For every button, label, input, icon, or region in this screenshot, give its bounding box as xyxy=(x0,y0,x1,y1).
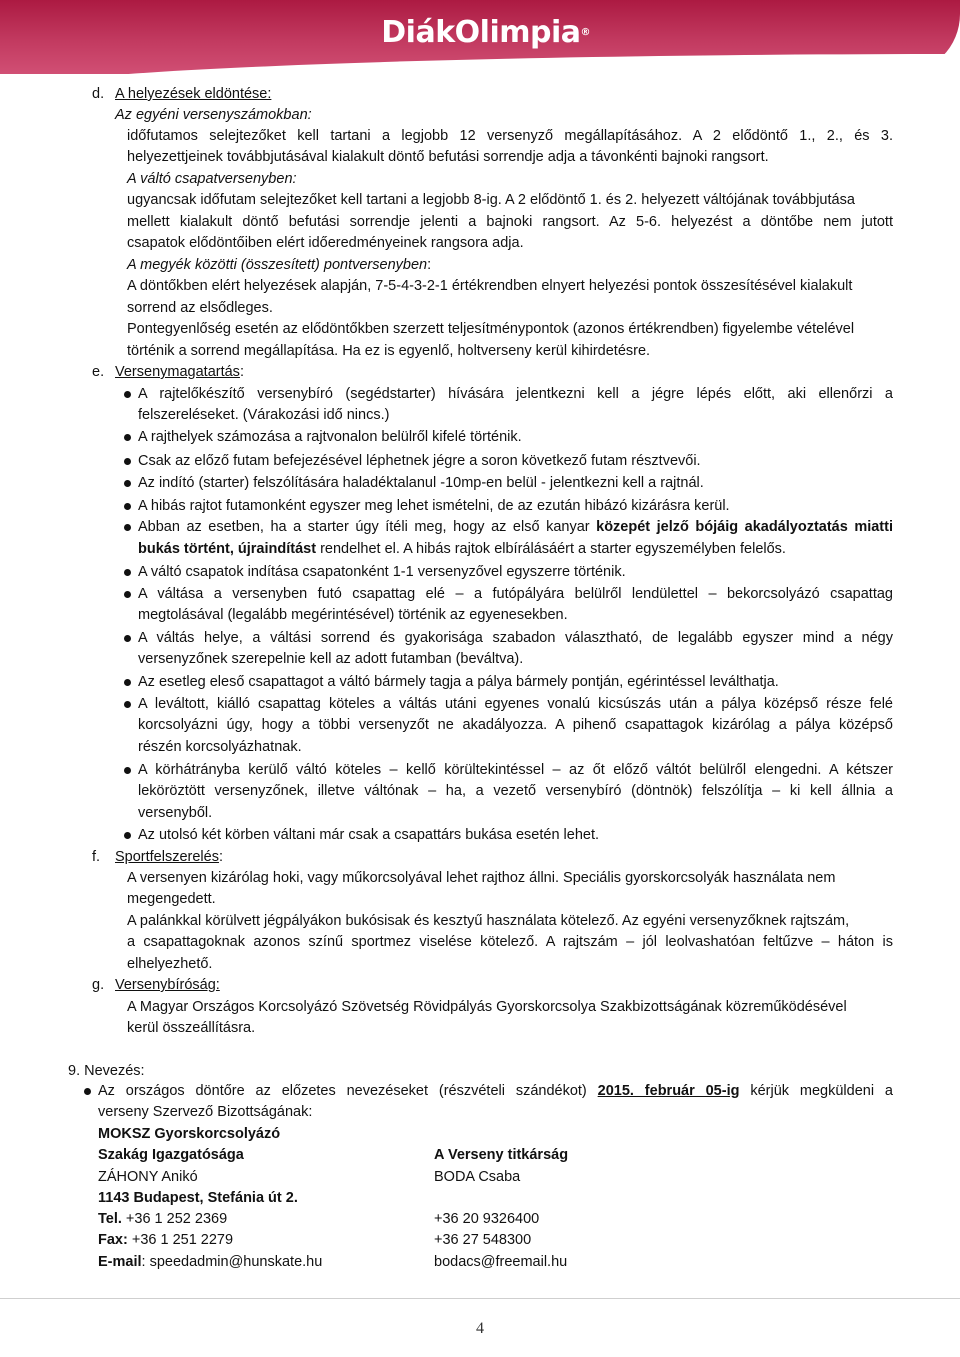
bullet-item: Abban az esetben, ha a starter úgy ítéli meg, hogy az első kanyar közepét jelző bójáig akadályoztatás miatti xyxy=(138,517,893,539)
contact-right-phone: +36 20 9326400 xyxy=(434,1211,540,1227)
paragraph-line: A Magyar Országos Korcsolyázó Szövetség Rövidpályás Gyorskorcsolya Szakbizottságának közreműködésével xyxy=(127,999,847,1015)
paragraph-line: helyezettjeinek továbbjutásával kialakult döntő befutási sorrendje adja a távonkénti bajnoki rangsort. xyxy=(127,149,769,165)
paragraph-line: ugyancsak időfutam selejtezőket kell tartani a legjobb 8-ig. A 2 elődöntő 1. és 2. helyezett váltójának továbbjutása xyxy=(127,192,855,208)
section-marker: d. xyxy=(92,86,105,102)
bullet-item: A váltás helye, a váltási sorrend és gyakorisága szabadon választható, de legalább egyszer mind a négy xyxy=(138,628,893,650)
bullet-item: Az országos döntőre az előzetes nevezéseket (részvételi szándékot) 2015. február 05-ig kérjük megküldeni a xyxy=(98,1081,893,1103)
paragraph-line: verseny Szervező Bizottságának: xyxy=(98,1104,313,1120)
diakolimpia-logo: DiákOlimpia® xyxy=(381,15,590,50)
contact-left-name: ZÁHONY Anikó xyxy=(98,1169,198,1185)
contact-left-email: E-mail: speedadmin@hunskate.hu xyxy=(98,1254,323,1270)
paragraph-line: elhelyezhető. xyxy=(127,956,213,972)
paragraph-line: kerül összeállításra. xyxy=(127,1020,256,1036)
bullet-item-continuation: felszereléseket. (Várakozási idő nincs.) xyxy=(138,407,390,423)
footer-divider xyxy=(0,1298,960,1299)
paragraph-line: A versenyen kizárólag hoki, vagy műkorcsolyával lehet rajthoz állni. Speciális gyorskorcsolyák használata nem xyxy=(127,870,836,886)
paragraph-line: sorrend az elsődleges. xyxy=(127,300,273,316)
paragraph-line: a csapattagoknak azonos színű sportmez viselése kötelező. A rajtszám – jól leolvashatóan feltűzve – háton is xyxy=(127,934,893,950)
bullet-item: Az utolsó két körben váltani már csak a csapattárs bukása esetén lehet. xyxy=(138,825,599,847)
bullet-item: Csak az előző futam befejezésével léphetnek jégre a soron következő futam résztvevői. xyxy=(138,451,701,473)
section-title: Versenymagatartás: xyxy=(115,364,244,380)
paragraph-line: időfutamos selejtezőket kell tartani a legjobb 12 versenyző megállapításához. A 2 elődöntő 1., 2., és 3. xyxy=(127,128,893,144)
bullet-item: A rajtelőkészítő versenybíró (segédstarter) hívására jelentkezni kell a jégre lépés előtt, aki ellenőrzi a xyxy=(138,384,893,406)
bullet-item-continuation: leköröztött versenyzőnek, illetve váltónak – ha, a vezető versenybíró (döntnök) felszólítja – ki kell állnia a xyxy=(138,783,893,799)
contact-right-title: A Verseny titkárság xyxy=(434,1147,569,1163)
paragraph-line: mellett kialakult döntő befutási sorrendje jelenti a bajnoki rangsort. Az 5-6. helyezést a döntőbe nem jutott xyxy=(127,214,893,230)
section-title: Versenybíróság: xyxy=(115,977,220,993)
page-number: 4 xyxy=(476,1320,484,1337)
bullet-item: A hibás rajtot futamonként egyszer meg lehet ismételni, de az ezután hibázó kizárásra kerül. xyxy=(138,496,730,518)
subsection-label: A váltó csapatversenyben: xyxy=(127,171,297,187)
bullet-item: A körhátrányba kerülő váltó köteles – kellő körültekintéssel – az őt előző váltót belülről elengedni. A kétszer xyxy=(138,760,893,782)
subsection-label: A megyék közötti (összesített) pontversenyben: xyxy=(127,257,432,273)
contact-right-name: BODA Csaba xyxy=(434,1169,521,1185)
bullet-item-continuation: részén korcsolyázhatnak. xyxy=(138,739,302,755)
bullet-item: A rajthelyek számozása a rajtvonalon belülről kifelé történik. xyxy=(138,427,522,449)
section-marker: g. xyxy=(92,977,105,993)
contact-left-fax: Fax: +36 1 251 2279 xyxy=(98,1232,234,1248)
bullet-item-continuation: versenyből. xyxy=(138,805,213,821)
bullet-item: A leváltott, kiálló csapattag köteles a váltás utáni egyenes vonalú kicsúszás után a pálya középső része felé xyxy=(138,694,893,716)
section-title: A helyezések eldöntése: xyxy=(115,86,272,102)
bullet-item: A váltó csapatok indítása csapatonként 1-1 versenyzővel egyszerre történik. xyxy=(138,562,626,584)
subsection-label: Az egyéni versenyszámokban: xyxy=(115,107,312,123)
section-title: Sportfelszerelés: xyxy=(115,849,223,865)
bullet-item-continuation: megtolásával (legalább megérintésével) történik az egyenesekben. xyxy=(138,607,568,623)
contact-right-email: bodacs@freemail.hu xyxy=(434,1254,568,1270)
paragraph-line: Pontegyenlőség esetén az elődöntőkben szerzett teljesítménypontok (azonos értékrendben) figyelembe vételével xyxy=(127,321,855,337)
bullet-item: A váltása a versenyben futó csapattag elé – a futópályára belülről lendülettel – bekorcsolyázó csapattag xyxy=(138,584,893,606)
bullet-item-continuation: versenyzőnek szerepelnie kell az adott futamban (beváltva). xyxy=(138,651,524,667)
bullet-item-continuation: korcsolyázni úgy, hogy a többi versenyzőt ne akadályozza. A pihenő csapattagok kizárólag a pálya középső xyxy=(138,717,893,733)
contact-left-title: Szakág Igazgatósága xyxy=(98,1147,244,1163)
bullet-item: Az indító (starter) felszólítására haladéktalanul -10mp-en belül - jelentkezni kell a rajtnál. xyxy=(138,473,704,495)
paragraph-line: történik a sorrend megállapítása. Ha ez is egyenlő, holtverseny kerül kihirdetésre. xyxy=(127,343,651,359)
section-marker: f. xyxy=(92,849,101,865)
bullet-item-continuation: bukás történt, újraindítást rendelhet el. A hibás rajtok elbírálásáért a starter egyszemélyben felelős. xyxy=(138,541,786,557)
organization-name: MOKSZ Gyorskorcsolyázó xyxy=(98,1126,281,1142)
contact-right-fax: +36 27 548300 xyxy=(434,1232,532,1248)
contact-left-phone: Tel. +36 1 252 2369 xyxy=(98,1211,228,1227)
paragraph-line: A döntőkben elért helyezések alapján, 7-5-4-3-2-1 értékrendben elnyert helyezési pontok összesítésével kialakult xyxy=(127,278,853,294)
paragraph-line: csapatok elődöntőiben elért időeredményeinek rangsora adja. xyxy=(127,235,524,251)
section-heading: 9. Nevezés: xyxy=(68,1063,145,1079)
paragraph-line: megengedett. xyxy=(127,891,216,907)
paragraph-line: A palánkkal körülvett jégpályákon bukósisak és kesztyű használata kötelező. Az egyéni versenyzőknek rajtszám, xyxy=(127,913,850,929)
bullet-item: Az esetleg eleső csapattagot a váltó bármely tagja a pálya bármely pontján, egérintéssel leválthatja. xyxy=(138,672,779,694)
contact-left-address: 1143 Budapest, Stefánia út 2. xyxy=(98,1190,298,1206)
section-marker: e. xyxy=(92,364,105,380)
